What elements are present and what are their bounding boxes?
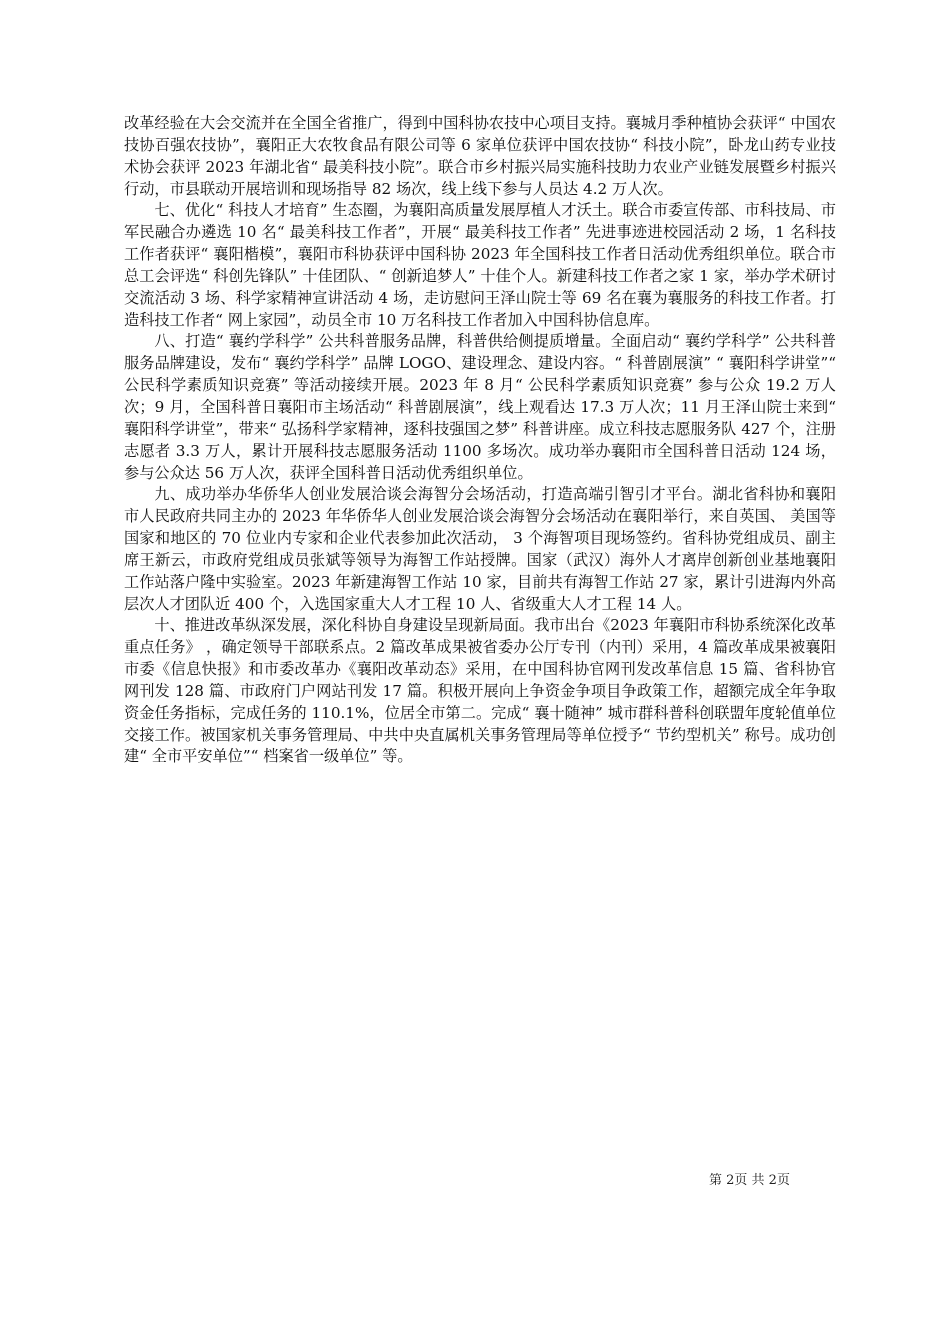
paragraph-section-8: 八、打造“ 襄约学科学” 公共科普服务品牌，科普供给侧提质增量。全面启动“ 襄约学科学” 公共科普服务品牌建设，发布“ 襄约学科学” 品牌 LOGO、建设理念、建设内容。“ 科普剧展演” “ 襄阳科学讲堂”“ 公民科学素质知识竞赛” 等活动接续开展。2023 年 8 月“ 公民科学素质知识竞赛” 参与公众 19.2 万人次；9 月，全国科普日襄阳市主场活动“ 科普剧展演”，线上观看达 17.3 万人次；11 月王泽山院士来到“ 襄阳科学讲堂”，带来“ 弘扬科学家精神，逐科技强国之梦” 科普讲座。成立科技志愿服务队 427 个，注册志愿者 3.3 万人，累计开展科技志愿服务活动 1100 多场次。成功举办襄阳市全国科普日活动 124 场，参与公众达 56 万人次，获评全国科普日活动优秀组织单位。 <box>124 332 836 482</box>
document-body <box>124 113 836 768</box>
paragraph-section-7: 七、优化“ 科技人才培育” 生态圈，为襄阳高质量发展厚植人才沃土。联合市委宣传部、市科技局、市军民融合办遴选 10 名“ 最美科技工作者”，开展“ 最美科技工作者” 先进事迹进校园活动 2 场，1 名科技工作者获评“ 襄阳楷模”，襄阳市科协获评中国科协 2023 年全国科技工作者日活动优秀组织单位。联合市总工会评选“ 科创先锋队” 十佳团队、“ 创新追梦人” 十佳个人。新建科技工作者之家 1 家，举办学术研讨交流活动 3 场、科学家精神宣讲活动 4 场，走访慰问王泽山院士等 69 名在襄为襄服务的科技工作者。打造科技工作者“ 网上家园”，动员全市 10 万名科技工作者加入中国科协信息库。 <box>124 201 836 329</box>
paragraph-section-10: 十、推进改革纵深发展，深化科协自身建设呈现新局面。我市出台《2023 年襄阳市科协系统深化改革重点任务》 ，确定领导干部联系点。2 篇改革成果被省委办公厅专刊（内刊）采用，4 篇改革成果被襄阳市委《信息快报》和市委改革办《襄阳改革动态》采用，在中国科协官网刊发改革信息 15 篇、省科协官网刊发 128 篇、市政府门户网站刊发 17 篇。积极开展向上争资金争项目争政策工作，超额完成全年争取资金任务指标，完成任务的 110.1%，位居全市第二。完成“ 襄十随神” 城市群科普科创联盟年度轮值单位交接工作。被国家机关事务管理局、中共中央直属机关事务管理局等单位授予“ 节约型机关” 称号。成功创建“ 全市平安单位”“ 档案省一级单位” 等。 <box>124 616 836 766</box>
page-number-footer: 第 2页 共 2页 <box>709 1173 790 1188</box>
paragraph-section-9: 九、成功举办华侨华人创业发展洽谈会海智分会场活动，打造高端引智引才平台。湖北省科协和襄阳市人民政府共同主办的 2023 年华侨华人创业发展洽谈会海智分会场活动在襄阳举行，来自英国、 美国等国家和地区的 70 位业内专家和企业代表参加此次活动， 3 个海智项目现场签约。省科协党组成员、副主席王新云，市政府党组成员张斌等领导为海智工作站授牌。国家（武汉）海外人才离岸创新创业基地襄阳工作站落户隆中实验室。2023 年新建海智工作站 10 家，目前共有海智工作站 27 家，累计引进海内外高层次人才团队近 400 个，入选国家重大人才工程 10 人、省级重大人才工程 14 人。 <box>124 485 836 613</box>
paragraph-continuation: 改革经验在大会交流并在全国全省推广，得到中国科协农技中心项目支持。襄城月季种植协会获评“ 中国农技协百强农技协”，襄阳正大农牧食品有限公司等 6 家单位获评中国农技协“ 科技小院”，卧龙山药专业技术协会获评 2023 年湖北省“ 最美科技小院”。联合市乡村振兴局实施科技助力农业产业链发展暨乡村振兴行动，市县联动开展培训和现场指导 82 场次，线上线下参与人员达 4.2 万人次。 <box>124 114 836 198</box>
